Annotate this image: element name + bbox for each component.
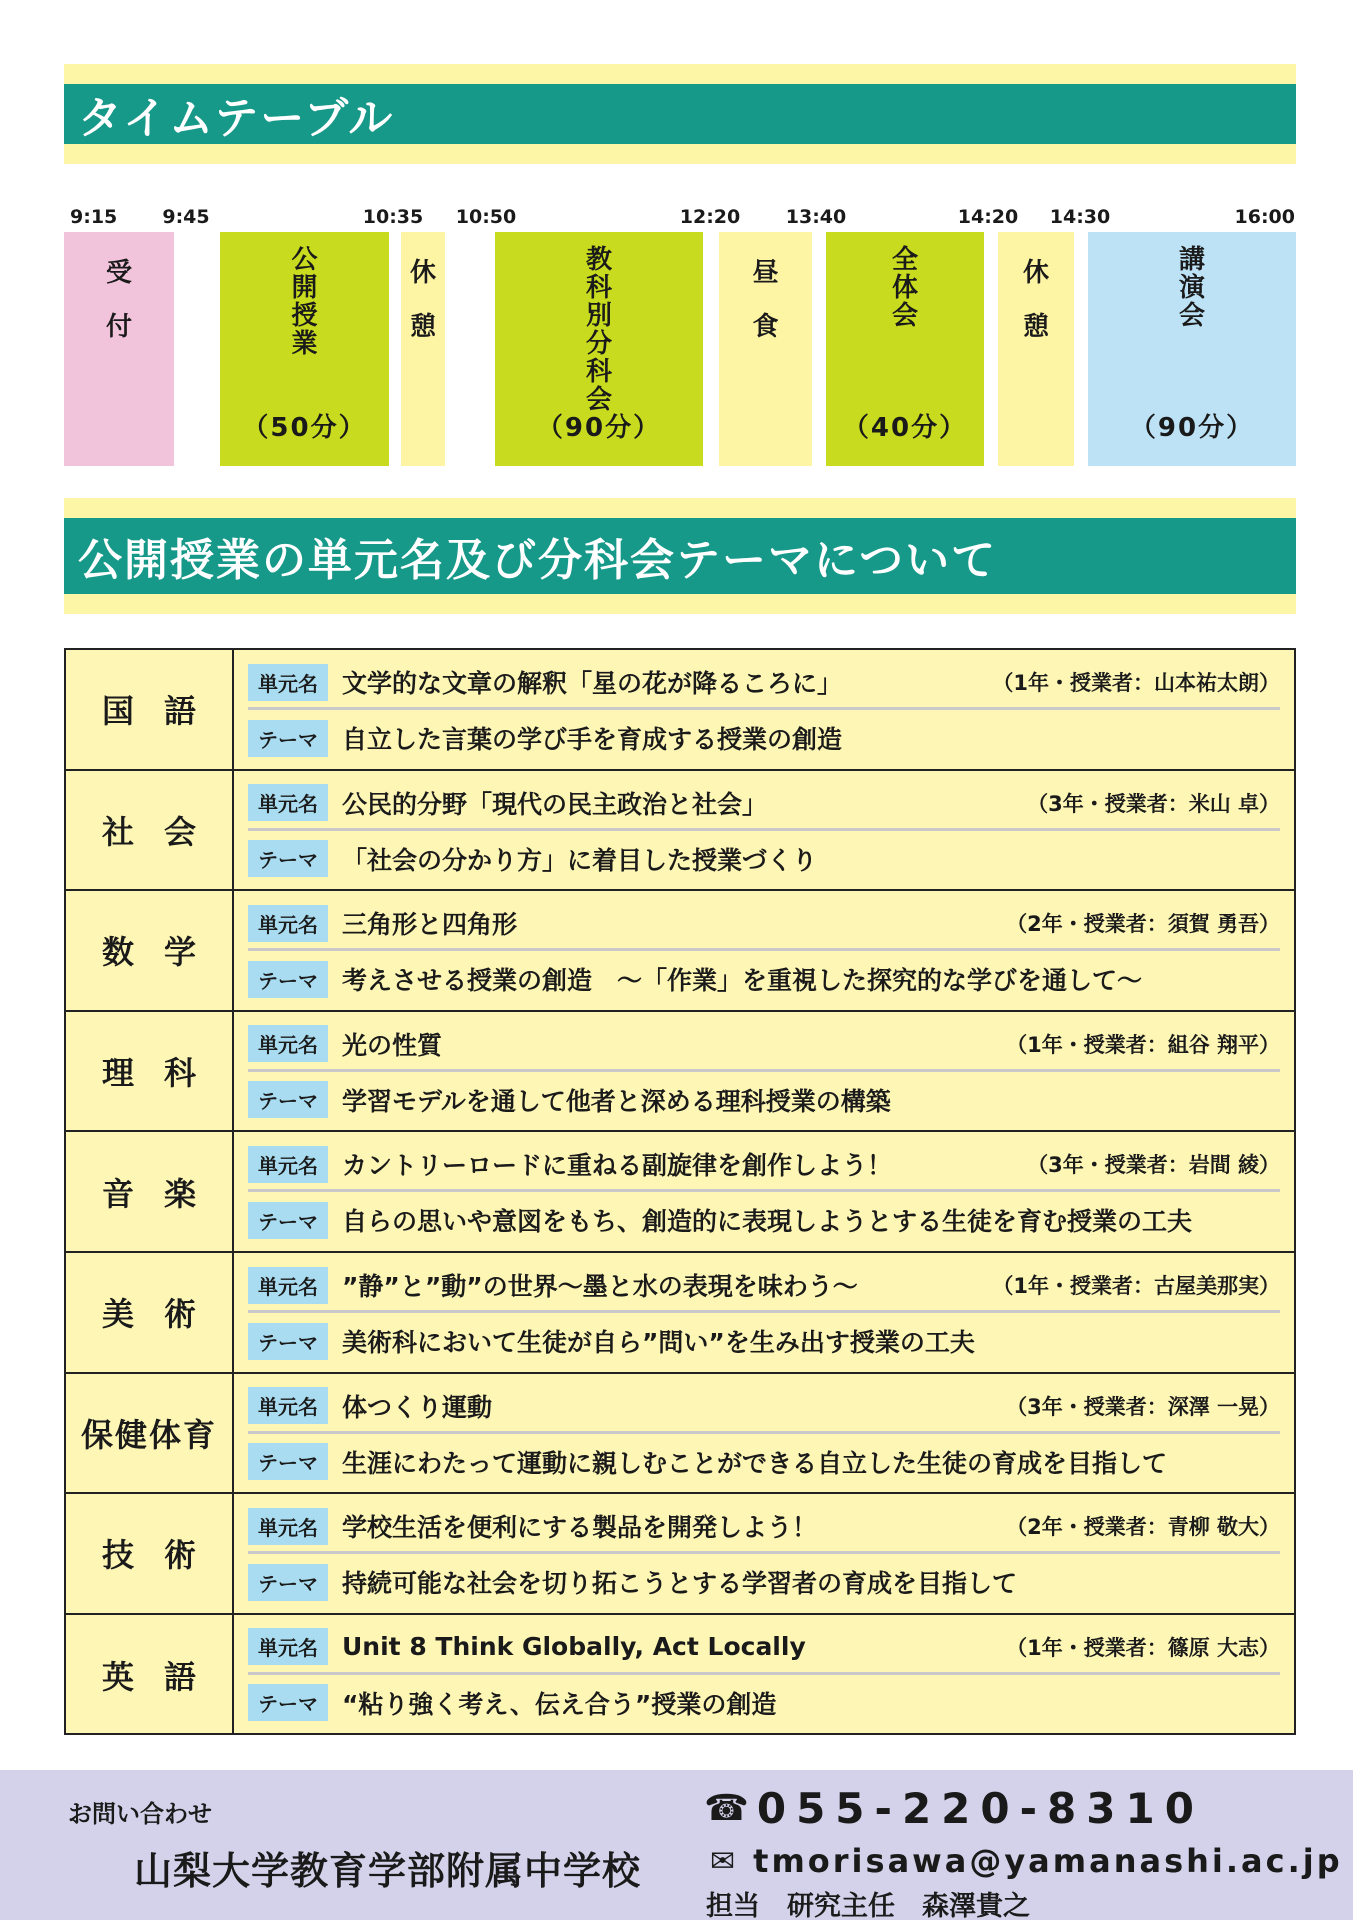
- subject-name: 社会: [66, 771, 234, 890]
- time-label: 10:35: [362, 206, 424, 228]
- unit-line: [248, 1627, 1280, 1667]
- block-label-char: 科: [585, 273, 612, 303]
- theme-text: 生涯にわたって運動に親しむことができる自立した生徒の育成を目指して: [342, 1448, 1168, 1478]
- unit-tag: 単元名: [248, 1387, 328, 1424]
- unit-tag: 単元名: [248, 905, 328, 942]
- teacher-info: （2年・授業者：須賀 勇吾）: [1006, 912, 1280, 937]
- block-label-char: 食: [752, 312, 779, 342]
- block-duration: （40分）: [842, 413, 968, 443]
- phone-icon: ☎: [704, 1788, 749, 1829]
- subject-name: 英語: [66, 1615, 234, 1736]
- subject-name: 保健体育: [66, 1374, 234, 1493]
- time-label: 13:40: [785, 206, 847, 228]
- teacher-info: （1年・授業者：山本祐太朗）: [992, 671, 1280, 695]
- footer: [0, 1770, 1353, 1920]
- unit-name: ”静”と”動”の世界～墨と水の表現を味わう～: [342, 1272, 858, 1301]
- timeline-block: [719, 232, 812, 466]
- block-label: [401, 246, 445, 354]
- theme-tag: テーマ: [248, 1202, 328, 1239]
- theme-text: 考えさせる授業の創造 ～「作業」を重視した探究的な学びを通して～: [342, 966, 1143, 996]
- block-label-char: 講: [1178, 245, 1205, 275]
- unit-tag: 単元名: [248, 1025, 328, 1062]
- block-label-char: 分: [585, 329, 612, 359]
- teacher-info: （3年・授業者：岩間 綾）: [1027, 1153, 1280, 1178]
- subject-row: [66, 1374, 1294, 1495]
- block-label: [495, 246, 703, 414]
- timetable-title: タイムテーブル: [78, 93, 395, 144]
- block-label: [826, 246, 984, 330]
- unit-line: [248, 1265, 1280, 1305]
- phone-text: 055-220-8310: [756, 1784, 1204, 1833]
- teacher-info: （3年・授業者：深澤 一晃）: [1006, 1394, 1280, 1419]
- timeline-block: [220, 232, 389, 466]
- email-text: tmorisawa@yamanashi.ac.jp: [753, 1842, 1343, 1880]
- timeline-block: [826, 232, 984, 466]
- unit-name: 光の性質: [342, 1030, 443, 1060]
- block-label: [719, 246, 812, 354]
- theme-tag: テーマ: [248, 1564, 328, 1601]
- subject-row: [66, 1132, 1294, 1253]
- theme-tag: テーマ: [248, 840, 328, 877]
- theme-tag: テーマ: [248, 1081, 328, 1118]
- subject-table: [64, 648, 1296, 1735]
- block-label-char: 体: [891, 273, 918, 303]
- unit-name: 三角形と四角形: [342, 910, 518, 940]
- theme-line: [248, 1080, 1280, 1120]
- teacher-info: （1年・授業者：組谷 翔平）: [1006, 1032, 1280, 1057]
- theme-line: [248, 1321, 1280, 1361]
- block-label-char: 会: [1178, 301, 1205, 331]
- unit-tag: 単元名: [248, 664, 328, 701]
- teacher-info: （2年・授業者：青柳 敬大）: [1006, 1515, 1280, 1540]
- mail-icon: ✉: [710, 1843, 736, 1879]
- theme-text: “粘り強く考え、伝え合う”授業の創造: [342, 1689, 777, 1719]
- block-label-char: 別: [585, 301, 612, 331]
- inquiry-label: お問い合わせ: [68, 1800, 212, 1828]
- subject-row: [66, 1253, 1294, 1374]
- timeline-block: [998, 232, 1074, 466]
- unit-tag: 単元名: [248, 1267, 328, 1304]
- block-label-char: 教: [585, 245, 612, 275]
- email-address: [710, 1842, 1343, 1880]
- timeline-block: [1088, 232, 1296, 466]
- theme-line: [248, 718, 1280, 758]
- time-label: 9:45: [162, 206, 210, 228]
- subject-row: [66, 650, 1294, 771]
- unit-line: [248, 1386, 1280, 1426]
- block-label-char: 休: [409, 258, 436, 288]
- theme-line: [248, 1683, 1280, 1723]
- time-label: 16:00: [1234, 206, 1295, 228]
- subject-name: 美術: [66, 1253, 234, 1372]
- theme-line: [248, 1200, 1280, 1240]
- time-label: 9:15: [70, 206, 118, 228]
- block-label-char: 全: [891, 245, 918, 275]
- unit-line: [248, 1506, 1280, 1546]
- block-label: [220, 246, 389, 358]
- block-label-char: 開: [291, 273, 318, 303]
- unit-line: [248, 1024, 1280, 1064]
- block-label-char: 業: [291, 329, 318, 359]
- theme-text: 自らの思いや意図をもち、創造的に表現しようとする生徒を育む授業の工夫: [342, 1207, 1193, 1237]
- time-label: 12:20: [679, 206, 741, 228]
- unit-tag: 単元名: [248, 784, 328, 821]
- block-label-char: 演: [1178, 273, 1205, 303]
- subject-row: [66, 1494, 1294, 1615]
- timetable-header: [64, 64, 1296, 164]
- subject-row: [66, 891, 1294, 1012]
- theme-text: 学習モデルを通して他者と深める理科授業の構築: [342, 1086, 891, 1116]
- unit-line: [248, 1144, 1280, 1184]
- block-duration: （90分）: [536, 413, 662, 443]
- subject-name: 技術: [66, 1494, 234, 1613]
- block-label-char: 昼: [752, 258, 779, 288]
- timeline-block: [495, 232, 703, 466]
- timeline-block: [401, 232, 445, 466]
- theme-text: 持続可能な社会を切り拓こうとする学習者の育成を目指して: [342, 1569, 1018, 1599]
- block-label-char: 科: [585, 357, 612, 387]
- subject-name: 理科: [66, 1012, 234, 1131]
- subject-name: 音楽: [66, 1132, 234, 1251]
- block-label: [998, 246, 1074, 354]
- theme-tag: テーマ: [248, 961, 328, 998]
- theme-tag: テーマ: [248, 720, 328, 757]
- block-label-char: 会: [891, 301, 918, 331]
- time-label: 14:20: [957, 206, 1019, 228]
- block-label-char: 憩: [1022, 312, 1049, 342]
- teacher-info: （1年・授業者：古屋美那実）: [992, 1274, 1280, 1298]
- block-label-char: 憩: [409, 312, 436, 342]
- unit-name: 文学的な文章の解釈「星の花が降るころに」: [342, 669, 843, 698]
- teacher-info: （1年・授業者：篠原 大志）: [1006, 1635, 1280, 1660]
- time-label: 10:50: [455, 206, 517, 228]
- subject-row: [66, 1012, 1294, 1133]
- timeline-block: [64, 232, 174, 466]
- themes-header: [64, 498, 1296, 614]
- block-duration: （90分）: [1129, 413, 1255, 443]
- unit-name: 公民的分野「現代の民主政治と社会」: [342, 789, 768, 819]
- block-label-char: 授: [291, 301, 318, 331]
- block-label-char: 会: [585, 385, 612, 415]
- school-name: 山梨大学教育学部附属中学校: [134, 1849, 642, 1893]
- theme-text: 美術科において生徒が自ら”問い”を生み出す授業の工夫: [342, 1328, 975, 1357]
- subject-row: [66, 1615, 1294, 1736]
- phone-number: [704, 1784, 1204, 1833]
- unit-name: 体つくり運動: [342, 1392, 493, 1422]
- time-label: 14:30: [1049, 206, 1111, 228]
- theme-tag: テーマ: [248, 1443, 328, 1480]
- theme-text: 「社会の分かり方」に着目した授業づくり: [342, 845, 818, 875]
- theme-tag: テーマ: [248, 1323, 328, 1360]
- unit-name: Unit 8 Think Globally, Act Locally: [342, 1632, 806, 1662]
- themes-title: 公開授業の単元名及び分科会テーマについて: [78, 535, 998, 586]
- theme-tag: テーマ: [248, 1684, 328, 1721]
- unit-line: [248, 662, 1280, 702]
- block-label-char: 休: [1022, 258, 1049, 288]
- unit-name: 学校生活を便利にする製品を開発しよう！: [342, 1513, 818, 1543]
- theme-line: [248, 1442, 1280, 1482]
- block-label-char: 受: [105, 258, 132, 288]
- unit-tag: 単元名: [248, 1508, 328, 1545]
- theme-line: [248, 839, 1280, 879]
- unit-tag: 単元名: [248, 1628, 328, 1665]
- theme-line: [248, 959, 1280, 999]
- unit-tag: 単元名: [248, 1146, 328, 1183]
- unit-line: [248, 783, 1280, 823]
- block-label: [1088, 246, 1296, 330]
- theme-text: 自立した言葉の学び手を育成する授業の創造: [342, 725, 843, 754]
- subject-row: [66, 771, 1294, 892]
- contact-person: 担当 研究主任 森澤貴之: [706, 1891, 1030, 1922]
- block-duration: （50分）: [242, 413, 367, 443]
- block-label-char: 公: [291, 245, 318, 275]
- unit-name: カントリーロードに重ねる副旋律を創作しよう！: [342, 1151, 893, 1181]
- theme-line: [248, 1562, 1280, 1602]
- subject-name: 数学: [66, 891, 234, 1010]
- block-label: [64, 246, 174, 354]
- block-label-char: 付: [105, 312, 132, 342]
- subject-name: 国語: [66, 650, 234, 769]
- unit-line: [248, 903, 1280, 943]
- teacher-info: （3年・授業者：米山 卓）: [1027, 791, 1280, 816]
